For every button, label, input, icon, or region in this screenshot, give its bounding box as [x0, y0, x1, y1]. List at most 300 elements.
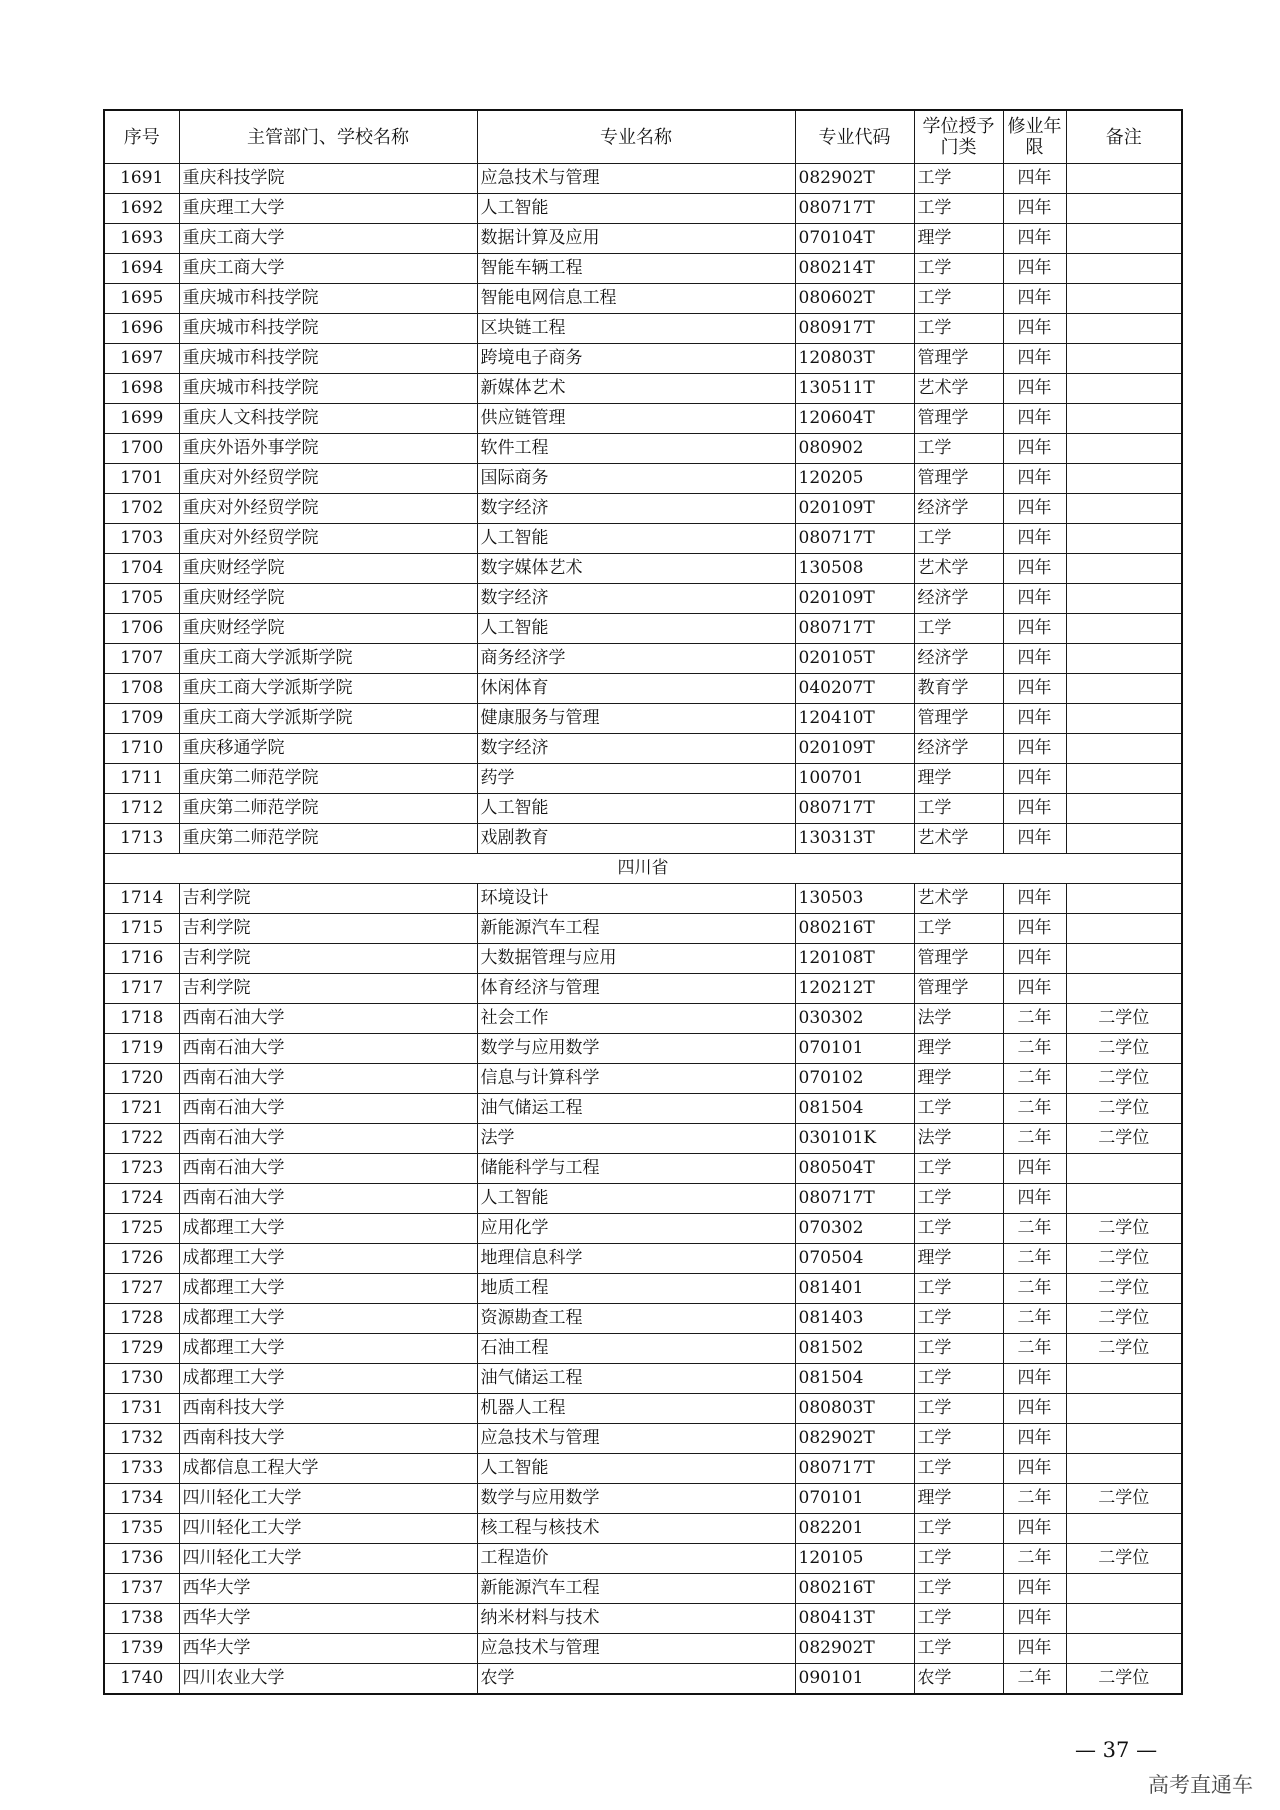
cell-school: 吉利学院 [179, 974, 477, 1004]
cell-major: 人工智能 [477, 1454, 795, 1484]
table-row [104, 1634, 1182, 1664]
header-years: 修业年限 [1003, 110, 1066, 164]
cell-code: 082201 [795, 1514, 914, 1544]
table-row [104, 464, 1182, 494]
cell-school: 成都理工大学 [179, 1334, 477, 1364]
cell-major: 人工智能 [477, 524, 795, 554]
cell-years: 二年 [1003, 1544, 1066, 1574]
cell-major: 应用化学 [477, 1214, 795, 1244]
cell-years: 二年 [1003, 1064, 1066, 1094]
cell-major: 环境设计 [477, 884, 795, 914]
table-row [104, 224, 1182, 254]
cell-category: 法学 [914, 1124, 1003, 1154]
cell-note [1066, 494, 1182, 524]
cell-years: 四年 [1003, 824, 1066, 854]
cell-major: 国际商务 [477, 464, 795, 494]
cell-code: 080917T [795, 314, 914, 344]
page-number: — 37 — [1075, 1738, 1158, 1762]
cell-school: 重庆工商大学 [179, 254, 477, 284]
cell-note [1066, 644, 1182, 674]
cell-note: 二学位 [1066, 1034, 1182, 1064]
cell-seq: 1698 [104, 374, 179, 404]
cell-school: 成都信息工程大学 [179, 1454, 477, 1484]
cell-school: 重庆第二师范学院 [179, 824, 477, 854]
header-row [104, 110, 1182, 164]
cell-seq: 1732 [104, 1424, 179, 1454]
cell-note [1066, 794, 1182, 824]
cell-school: 成都理工大学 [179, 1304, 477, 1334]
cell-note [1066, 614, 1182, 644]
cell-seq: 1729 [104, 1334, 179, 1364]
table-row [104, 614, 1182, 644]
cell-category: 理学 [914, 1484, 1003, 1514]
cell-note [1066, 1604, 1182, 1634]
cell-school: 重庆对外经贸学院 [179, 524, 477, 554]
cell-category: 工学 [914, 284, 1003, 314]
cell-code: 080902 [795, 434, 914, 464]
cell-school: 西南石油大学 [179, 1064, 477, 1094]
cell-major: 工程造价 [477, 1544, 795, 1574]
cell-seq: 1704 [104, 554, 179, 584]
table-row [104, 374, 1182, 404]
cell-years: 四年 [1003, 944, 1066, 974]
cell-seq: 1714 [104, 884, 179, 914]
cell-category: 经济学 [914, 734, 1003, 764]
cell-school: 成都理工大学 [179, 1364, 477, 1394]
cell-school: 重庆工商大学派斯学院 [179, 704, 477, 734]
table-row [104, 434, 1182, 464]
cell-major: 休闲体育 [477, 674, 795, 704]
cell-note [1066, 434, 1182, 464]
cell-major: 新媒体艺术 [477, 374, 795, 404]
cell-major: 人工智能 [477, 1184, 795, 1214]
cell-seq: 1717 [104, 974, 179, 1004]
cell-category: 管理学 [914, 404, 1003, 434]
cell-seq: 1708 [104, 674, 179, 704]
cell-school: 重庆财经学院 [179, 554, 477, 584]
cell-school: 重庆科技学院 [179, 164, 477, 194]
cell-years: 四年 [1003, 464, 1066, 494]
cell-school: 西华大学 [179, 1634, 477, 1664]
cell-seq: 1735 [104, 1514, 179, 1544]
cell-seq: 1713 [104, 824, 179, 854]
cell-years: 四年 [1003, 614, 1066, 644]
cell-category: 工学 [914, 1304, 1003, 1334]
cell-note [1066, 764, 1182, 794]
cell-category: 工学 [914, 794, 1003, 824]
table-row [104, 194, 1182, 224]
cell-seq: 1700 [104, 434, 179, 464]
cell-years: 四年 [1003, 224, 1066, 254]
cell-major: 供应链管理 [477, 404, 795, 434]
cell-note [1066, 884, 1182, 914]
table-row [104, 344, 1182, 374]
cell-seq: 1727 [104, 1274, 179, 1304]
cell-seq: 1697 [104, 344, 179, 374]
cell-school: 西南石油大学 [179, 1124, 477, 1154]
cell-category: 工学 [914, 1454, 1003, 1484]
table-row [104, 1514, 1182, 1544]
cell-school: 四川轻化工大学 [179, 1514, 477, 1544]
cell-note: 二学位 [1066, 1544, 1182, 1574]
cell-category: 经济学 [914, 644, 1003, 674]
cell-code: 030101K [795, 1124, 914, 1154]
cell-major: 资源勘查工程 [477, 1304, 795, 1334]
cell-code: 120105 [795, 1544, 914, 1574]
cell-note [1066, 1454, 1182, 1484]
cell-years: 四年 [1003, 734, 1066, 764]
table-row [104, 254, 1182, 284]
cell-code: 070101 [795, 1484, 914, 1514]
cell-seq: 1696 [104, 314, 179, 344]
cell-seq: 1739 [104, 1634, 179, 1664]
cell-school: 重庆第二师范学院 [179, 794, 477, 824]
table-row [104, 1184, 1182, 1214]
cell-seq: 1723 [104, 1154, 179, 1184]
cell-note [1066, 734, 1182, 764]
cell-code: 120108T [795, 944, 914, 974]
cell-category: 理学 [914, 1244, 1003, 1274]
cell-category: 工学 [914, 1604, 1003, 1634]
sichuan-rows [104, 884, 1182, 1695]
cell-major: 戏剧教育 [477, 824, 795, 854]
cell-major: 地质工程 [477, 1274, 795, 1304]
cell-category: 艺术学 [914, 374, 1003, 404]
header-note: 备注 [1066, 110, 1182, 164]
province-row [104, 854, 1182, 884]
cell-seq: 1716 [104, 944, 179, 974]
cell-category: 工学 [914, 1544, 1003, 1574]
cell-years: 四年 [1003, 794, 1066, 824]
cell-seq: 1691 [104, 164, 179, 194]
cell-code: 081504 [795, 1094, 914, 1124]
cell-note [1066, 1184, 1182, 1214]
table-row [104, 824, 1182, 854]
cell-school: 重庆城市科技学院 [179, 284, 477, 314]
cell-code: 080717T [795, 614, 914, 644]
cell-major: 核工程与核技术 [477, 1514, 795, 1544]
cell-school: 西华大学 [179, 1604, 477, 1634]
cell-category: 工学 [914, 1214, 1003, 1244]
cell-note: 二学位 [1066, 1064, 1182, 1094]
cell-note [1066, 284, 1182, 314]
cell-category: 工学 [914, 1364, 1003, 1394]
cell-years: 四年 [1003, 974, 1066, 1004]
cell-category: 工学 [914, 194, 1003, 224]
cell-code: 070302 [795, 1214, 914, 1244]
cell-code: 080504T [795, 1154, 914, 1184]
cell-code: 090101 [795, 1664, 914, 1695]
cell-seq: 1736 [104, 1544, 179, 1574]
cell-code: 080717T [795, 524, 914, 554]
cell-note: 二学位 [1066, 1214, 1182, 1244]
table-row [104, 1334, 1182, 1364]
cell-years: 四年 [1003, 914, 1066, 944]
cell-years: 二年 [1003, 1244, 1066, 1274]
cell-school: 重庆对外经贸学院 [179, 494, 477, 524]
cell-category: 理学 [914, 764, 1003, 794]
table-row [104, 914, 1182, 944]
table-row [104, 494, 1182, 524]
cell-note [1066, 974, 1182, 1004]
cell-code: 082902T [795, 1634, 914, 1664]
cell-note [1066, 224, 1182, 254]
cell-note: 二学位 [1066, 1124, 1182, 1154]
table-row [104, 1094, 1182, 1124]
cell-seq: 1695 [104, 284, 179, 314]
cell-major: 人工智能 [477, 614, 795, 644]
cell-school: 吉利学院 [179, 884, 477, 914]
cell-school: 成都理工大学 [179, 1244, 477, 1274]
cell-major: 石油工程 [477, 1334, 795, 1364]
program-table [103, 109, 1183, 1695]
cell-major: 油气储运工程 [477, 1364, 795, 1394]
table-row [104, 644, 1182, 674]
cell-code: 020109T [795, 584, 914, 614]
cell-code: 080803T [795, 1394, 914, 1424]
cell-school: 西华大学 [179, 1574, 477, 1604]
cell-school: 西南科技大学 [179, 1424, 477, 1454]
cell-major: 社会工作 [477, 1004, 795, 1034]
cell-code: 080602T [795, 284, 914, 314]
table-row [104, 1124, 1182, 1154]
cell-category: 经济学 [914, 494, 1003, 524]
cell-code: 080717T [795, 194, 914, 224]
cell-years: 四年 [1003, 1574, 1066, 1604]
header-category: 学位授予门类 [914, 110, 1003, 164]
cell-code: 080216T [795, 1574, 914, 1604]
cell-code: 082902T [795, 164, 914, 194]
cell-code: 020109T [795, 494, 914, 524]
cell-major: 智能车辆工程 [477, 254, 795, 284]
cell-category: 理学 [914, 1034, 1003, 1064]
cell-seq: 1702 [104, 494, 179, 524]
cell-school: 吉利学院 [179, 944, 477, 974]
cell-seq: 1737 [104, 1574, 179, 1604]
cell-note [1066, 404, 1182, 434]
cell-years: 四年 [1003, 194, 1066, 224]
province-section [104, 854, 1182, 884]
cell-years: 四年 [1003, 674, 1066, 704]
cell-category: 艺术学 [914, 884, 1003, 914]
cell-major: 数学与应用数学 [477, 1484, 795, 1514]
cell-school: 四川轻化工大学 [179, 1484, 477, 1514]
cell-seq: 1699 [104, 404, 179, 434]
table-row [104, 584, 1182, 614]
cell-code: 030302 [795, 1004, 914, 1034]
cell-category: 工学 [914, 1424, 1003, 1454]
cell-seq: 1707 [104, 644, 179, 674]
cell-category: 工学 [914, 434, 1003, 464]
cell-school: 西南石油大学 [179, 1184, 477, 1214]
cell-category: 工学 [914, 1634, 1003, 1664]
cell-note [1066, 1154, 1182, 1184]
cell-code: 040207T [795, 674, 914, 704]
cell-major: 数字经济 [477, 734, 795, 764]
cell-note [1066, 1574, 1182, 1604]
cell-major: 区块链工程 [477, 314, 795, 344]
cell-school: 西南石油大学 [179, 1094, 477, 1124]
watermark-text: 高考直通车 [1148, 1773, 1253, 1797]
cell-school: 重庆工商大学派斯学院 [179, 644, 477, 674]
header-code: 专业代码 [795, 110, 914, 164]
table-row [104, 1274, 1182, 1304]
cell-years: 四年 [1003, 524, 1066, 554]
cell-school: 重庆工商大学 [179, 224, 477, 254]
cell-years: 二年 [1003, 1664, 1066, 1695]
cell-years: 二年 [1003, 1334, 1066, 1364]
cell-major: 储能科学与工程 [477, 1154, 795, 1184]
cell-major: 数字经济 [477, 584, 795, 614]
table-row [104, 1304, 1182, 1334]
cell-school: 四川轻化工大学 [179, 1544, 477, 1574]
table-row [104, 1544, 1182, 1574]
cell-school: 重庆城市科技学院 [179, 374, 477, 404]
cell-seq: 1738 [104, 1604, 179, 1634]
cell-school: 重庆外语外事学院 [179, 434, 477, 464]
cell-category: 管理学 [914, 464, 1003, 494]
cell-school: 重庆财经学院 [179, 614, 477, 644]
cell-note [1066, 554, 1182, 584]
cell-code: 100701 [795, 764, 914, 794]
cell-code: 120212T [795, 974, 914, 1004]
cell-school: 重庆工商大学派斯学院 [179, 674, 477, 704]
cell-seq: 1709 [104, 704, 179, 734]
cell-category: 理学 [914, 1064, 1003, 1094]
cell-major: 药学 [477, 764, 795, 794]
cell-seq: 1734 [104, 1484, 179, 1514]
cell-seq: 1733 [104, 1454, 179, 1484]
cell-note [1066, 674, 1182, 704]
table-row [104, 1604, 1182, 1634]
cell-major: 数学与应用数学 [477, 1034, 795, 1064]
table-row [104, 1154, 1182, 1184]
table-row [104, 884, 1182, 914]
cell-seq: 1701 [104, 464, 179, 494]
cell-code: 080216T [795, 914, 914, 944]
cell-seq: 1728 [104, 1304, 179, 1334]
table-row [104, 1454, 1182, 1484]
cell-major: 数字经济 [477, 494, 795, 524]
cell-years: 四年 [1003, 1604, 1066, 1634]
cell-school: 重庆对外经贸学院 [179, 464, 477, 494]
cell-years: 四年 [1003, 764, 1066, 794]
cell-seq: 1722 [104, 1124, 179, 1154]
cell-note [1066, 1364, 1182, 1394]
cell-category: 工学 [914, 164, 1003, 194]
table-row [104, 524, 1182, 554]
cell-major: 体育经济与管理 [477, 974, 795, 1004]
cell-note: 二学位 [1066, 1334, 1182, 1364]
cell-years: 四年 [1003, 584, 1066, 614]
cell-code: 120205 [795, 464, 914, 494]
cell-major: 纳米材料与技术 [477, 1604, 795, 1634]
province-label: 四川省 [104, 854, 1182, 884]
cell-seq: 1720 [104, 1064, 179, 1094]
cell-years: 四年 [1003, 404, 1066, 434]
cell-seq: 1692 [104, 194, 179, 224]
header-seq: 序号 [104, 110, 179, 164]
cell-note [1066, 1514, 1182, 1544]
cell-note: 二学位 [1066, 1664, 1182, 1695]
cell-major: 地理信息科学 [477, 1244, 795, 1274]
cell-code: 120410T [795, 704, 914, 734]
cell-school: 重庆第二师范学院 [179, 764, 477, 794]
cell-years: 四年 [1003, 1514, 1066, 1544]
cell-major: 法学 [477, 1124, 795, 1154]
cell-school: 西南石油大学 [179, 1154, 477, 1184]
table-row [104, 1064, 1182, 1094]
cell-years: 四年 [1003, 284, 1066, 314]
table-row [104, 1034, 1182, 1064]
cell-code: 130511T [795, 374, 914, 404]
cell-years: 二年 [1003, 1034, 1066, 1064]
cell-category: 经济学 [914, 584, 1003, 614]
cell-school: 吉利学院 [179, 914, 477, 944]
cell-note: 二学位 [1066, 1484, 1182, 1514]
cell-years: 四年 [1003, 434, 1066, 464]
cell-category: 管理学 [914, 974, 1003, 1004]
table-row [104, 704, 1182, 734]
table-row [104, 1424, 1182, 1454]
cell-major: 油气储运工程 [477, 1094, 795, 1124]
table-row [104, 734, 1182, 764]
cell-seq: 1724 [104, 1184, 179, 1214]
cell-category: 工学 [914, 1394, 1003, 1424]
chongqing-rows [104, 164, 1182, 854]
cell-note [1066, 254, 1182, 284]
cell-major: 健康服务与管理 [477, 704, 795, 734]
table-row [104, 674, 1182, 704]
cell-note [1066, 344, 1182, 374]
cell-code: 070102 [795, 1064, 914, 1094]
cell-code: 120604T [795, 404, 914, 434]
cell-category: 教育学 [914, 674, 1003, 704]
cell-major: 跨境电子商务 [477, 344, 795, 374]
cell-major: 人工智能 [477, 794, 795, 824]
cell-seq: 1721 [104, 1094, 179, 1124]
cell-major: 新能源汽车工程 [477, 1574, 795, 1604]
cell-code: 081502 [795, 1334, 914, 1364]
cell-seq: 1712 [104, 794, 179, 824]
cell-note [1066, 524, 1182, 554]
cell-years: 四年 [1003, 344, 1066, 374]
cell-years: 二年 [1003, 1094, 1066, 1124]
cell-code: 080413T [795, 1604, 914, 1634]
cell-school: 四川农业大学 [179, 1664, 477, 1695]
cell-category: 工学 [914, 1574, 1003, 1604]
table-row [104, 554, 1182, 584]
cell-school: 重庆城市科技学院 [179, 344, 477, 374]
cell-seq: 1711 [104, 764, 179, 794]
cell-note: 二学位 [1066, 1274, 1182, 1304]
cell-major: 人工智能 [477, 194, 795, 224]
table-row [104, 1364, 1182, 1394]
cell-years: 四年 [1003, 314, 1066, 344]
cell-seq: 1703 [104, 524, 179, 554]
cell-major: 数据计算及应用 [477, 224, 795, 254]
cell-seq: 1715 [104, 914, 179, 944]
cell-seq: 1705 [104, 584, 179, 614]
cell-note [1066, 374, 1182, 404]
cell-note [1066, 584, 1182, 614]
cell-major: 机器人工程 [477, 1394, 795, 1424]
cell-code: 020109T [795, 734, 914, 764]
table-row [104, 1484, 1182, 1514]
cell-note [1066, 1424, 1182, 1454]
table-row [104, 1004, 1182, 1034]
cell-major: 软件工程 [477, 434, 795, 464]
